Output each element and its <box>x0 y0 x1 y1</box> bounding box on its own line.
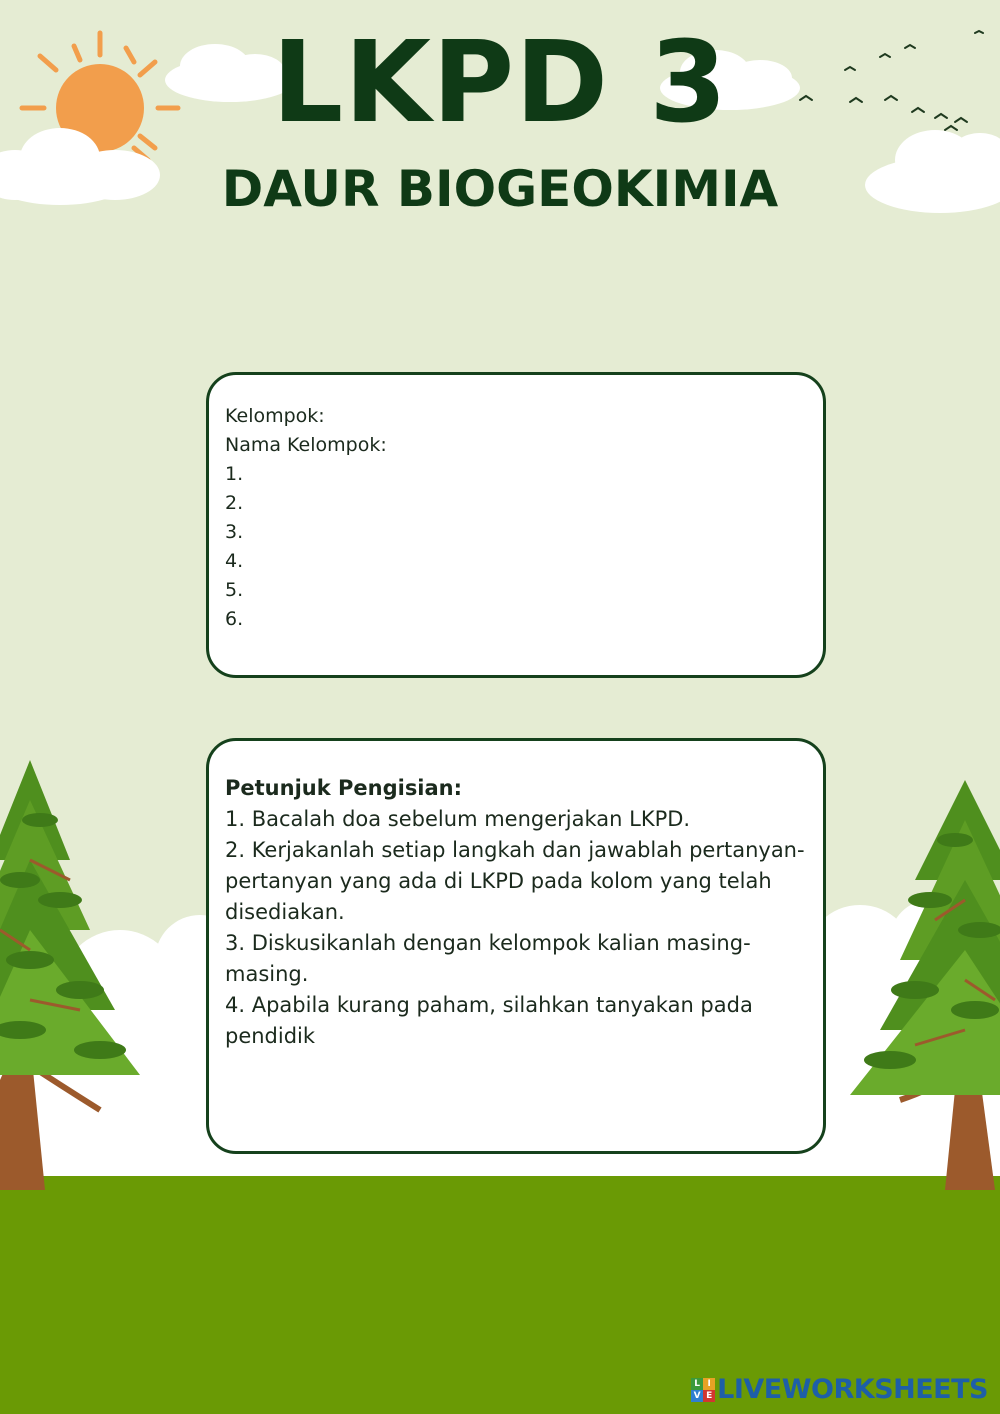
member-line-3: 3. <box>225 521 244 543</box>
instruction-item: 3. Diskusikanlah dengan kelompok kalian masing-masing. <box>225 931 751 986</box>
logo-letter-l: L <box>691 1378 703 1390</box>
instruction-item: 2. Kerjakanlah setiap langkah dan jawablah pertanyan-pertanyan yang ada di LKPD pada kolom yang telah disediakan. <box>225 838 805 924</box>
member-line-4: 4. <box>225 550 244 572</box>
logo-letter-i: I <box>703 1378 715 1390</box>
liveworksheets-logo-text: LIVEWORKSHEETS <box>717 1374 988 1405</box>
logo-letter-e: E <box>703 1390 715 1402</box>
group-label: Kelompok: <box>225 405 325 427</box>
liveworksheets-logo <box>691 1374 988 1405</box>
instructions-card <box>206 738 826 1154</box>
member-line-6: 6. <box>225 608 244 630</box>
group-info-card <box>206 372 826 678</box>
instructions-heading: Petunjuk Pengisian: <box>225 776 463 800</box>
member-line-1: 1. <box>225 463 244 485</box>
member-line-2: 2. <box>225 492 244 514</box>
logo-letter-v: V <box>691 1390 703 1402</box>
instruction-item: 4. Apabila kurang paham, silahkan tanyakan pada pendidik <box>225 993 753 1048</box>
group-name-label: Nama Kelompok: <box>225 434 387 456</box>
liveworksheets-logo-icon <box>691 1378 715 1402</box>
member-line-5: 5. <box>225 579 244 601</box>
page-title: LKPD 3 <box>271 18 729 148</box>
page-subtitle: DAUR BIOGEOKIMIA <box>221 160 779 218</box>
instruction-item: 1. Bacalah doa sebelum mengerjakan LKPD. <box>225 807 691 831</box>
